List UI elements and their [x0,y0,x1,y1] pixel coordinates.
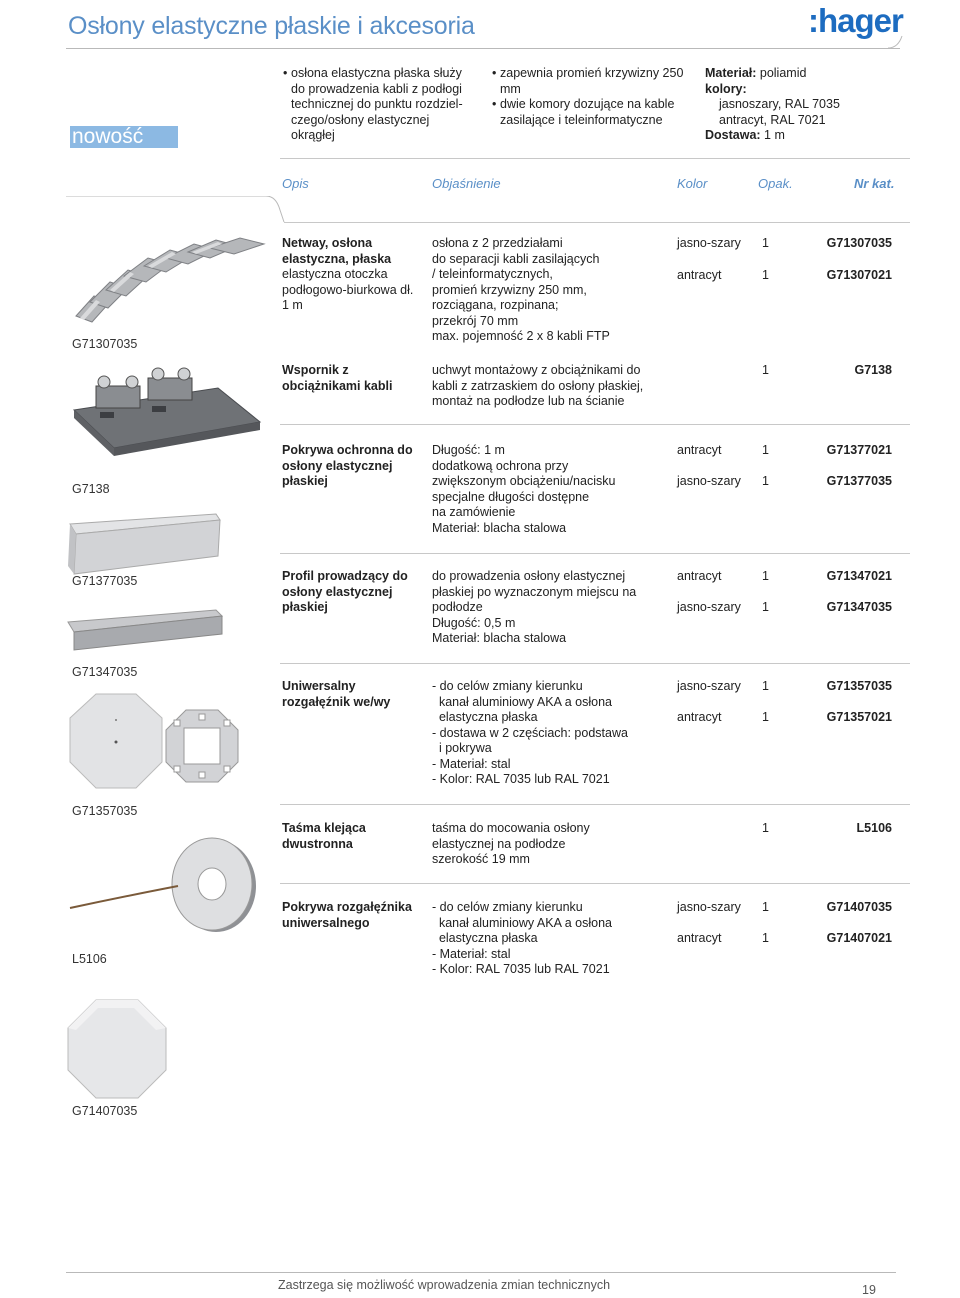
product-pack: 1 [762,268,769,282]
image-code: G71357035 [72,804,138,818]
product-color: antracyt [677,268,722,282]
product-pack: 1 [762,236,769,250]
intro-col2 [492,66,692,128]
new-badge: nowość [70,126,178,148]
flexible-cover-image [70,226,270,336]
product-color: jasno-szary [677,679,741,693]
row-rule [280,804,910,805]
footer-rule [66,1272,896,1273]
intro-bullet: • dwie komory dozujące na kable zasilające i teleinformatyczne [492,97,692,128]
color-2: antracyt, RAL 7021 [719,112,826,127]
intro-bullet: • zapewnia promień krzywizny 250 mm [492,66,692,97]
image-code: G71347035 [72,665,138,679]
product-pack: 1 [762,474,769,488]
product-color: jasno-szary [677,600,741,614]
product-explain: Długość: 1 m dodatkową ochrona przy zwiększonym obciążeniu/nacisku specjalne długości dostępne na zamówienie Materiał: blacha stalowa [432,443,616,535]
product-pack: 1 [762,821,769,835]
product-4-name [282,569,422,616]
bracket-image [68,366,264,476]
product-subname: elastyczna otoczka podłogowo-biurkowa dł. 1 m [282,267,414,312]
product-3-name [282,443,422,490]
row-rule [280,424,910,425]
image-code: L5106 [72,952,107,966]
product-name: Netway, osłona elastyczna, płaska [282,236,392,266]
product-pack: 1 [762,900,769,914]
product-explain: taśma do mocowania osłony elastycznej na podłodze szerokość 19 mm [432,821,590,866]
image-code: G71307035 [72,337,138,351]
product-7-name [282,900,422,931]
product-pack: 1 [762,710,769,724]
universal-junction-image [66,690,242,800]
product-explain: - do celów zmiany kierunku kanał aluminiowy AKA a osłona elastyczna płaska - dostawa w 2 częściach: podstawa i pokrywa - Materiał: stal - Kolor: RAL 7035 lub RAL 7021 [432,679,628,786]
product-explain: osłona z 2 przedziałami do separacji kabli zasilających / teleinformatycznych, promień krzywizny 250 mm, rozciągana, rozpinana; przekrój 70 mm max. pojemność 2 x 8 kabli FTP [432,236,610,343]
product-pack: 1 [762,363,769,377]
product-name: Uniwersalny rozgałęźnik we/wy [282,679,391,709]
product-number: G71407035 [826,900,892,914]
image-code: G71377035 [72,574,138,588]
product-name: Pokrywa rozgałęźnika uniwersalnego [282,900,412,930]
header-curve [888,34,904,50]
image-code: G7138 [72,482,110,496]
product-name: Pokrywa ochronna do osłony elastycznej płaskiej [282,443,413,488]
page-number: 19 [862,1283,876,1297]
color-1: jasnoszary, RAL 7035 [719,97,840,111]
product-5-name [282,679,422,710]
intro-bullet: • osłona elastyczna płaska służy do prowadzenia kabli z podłogi technicznej do punktu rozdziel-czego/osłony elastycznej okrągłej [283,66,463,144]
product-number: G71347035 [826,600,892,614]
product-number: G71307021 [826,268,892,282]
col-opis: Opis [282,176,309,191]
protective-cover-image [66,512,222,576]
delivery-label: Dostawa: [705,128,761,142]
product-number: G71307035 [826,236,892,250]
product-number: G71377035 [826,474,892,488]
delivery-value: 1 m [760,128,785,142]
product-1-name [282,236,422,314]
product-color: antracyt [677,443,722,457]
column-header-top-rule [280,158,910,159]
row-rule [280,553,910,554]
col-kolor: Kolor [677,176,708,191]
product-color: antracyt [677,931,722,945]
col-opak: Opak. [758,176,793,191]
row-rule [280,883,910,884]
product-number: G71347021 [826,569,892,583]
product-color: antracyt [677,710,722,724]
junction-cover-image [66,998,176,1102]
product-number: L5106 [856,821,892,835]
product-color: jasno-szary [677,474,741,488]
product-color: jasno-szary [677,900,741,914]
column-header-rule [284,222,910,223]
header-rule [66,48,900,49]
row-rule [280,663,910,664]
product-number: G7138 [854,363,892,377]
intro-material [705,66,895,144]
col-objasnienie: Objaśnienie [432,176,501,191]
intro-col1 [283,66,463,144]
product-6-name [282,821,422,852]
product-pack: 1 [762,569,769,583]
page-title: Osłony elastyczne płaskie i akcesoria [68,12,475,40]
tape-roll-image [66,826,266,936]
material-label: Materiał: [705,66,757,80]
hager-logo: :hager [808,2,903,39]
image-code: G71407035 [72,1104,138,1118]
product-pack: 1 [762,600,769,614]
product-pack: 1 [762,443,769,457]
product-number: G71357021 [826,710,892,724]
product-explain: uchwyt montażowy z obciążnikami do kabli z zatrzaskiem do osłony płaskiej, montaż na podłodze lub na ścianie [432,363,644,408]
product-name: Profil prowadzący do osłony elastycznej płaskiej [282,569,408,614]
product-name: Taśma klejąca dwustronna [282,821,366,851]
product-pack: 1 [762,679,769,693]
product-explain: do prowadzenia osłony elastycznej płaskiej po wyznaczonym miejscu na podłodze Długość: 0,5 m Materiał: blacha stalowa [432,569,637,645]
product-color: antracyt [677,569,722,583]
product-pack: 1 [762,931,769,945]
guide-profile-image [66,608,226,656]
product-name: Wspornik z obciążnikami kabli [282,363,393,393]
product-2-name [282,363,422,394]
product-number: G71357035 [826,679,892,693]
product-color: jasno-szary [677,236,741,250]
product-explain: - do celów zmiany kierunku kanał aluminiowy AKA a osłona elastyczna płaska - Materiał: stal - Kolor: RAL 7035 lub RAL 7021 [432,900,612,976]
colors-label: kolory: [705,81,747,96]
col-nr: Nr kat. [854,176,895,191]
product-number: G71377021 [826,443,892,457]
material-value: poliamid [756,66,807,80]
footer-note: Zastrzega się możliwość wprowadzenia zmian technicznych [278,1278,611,1292]
product-number: G71407021 [826,931,892,945]
